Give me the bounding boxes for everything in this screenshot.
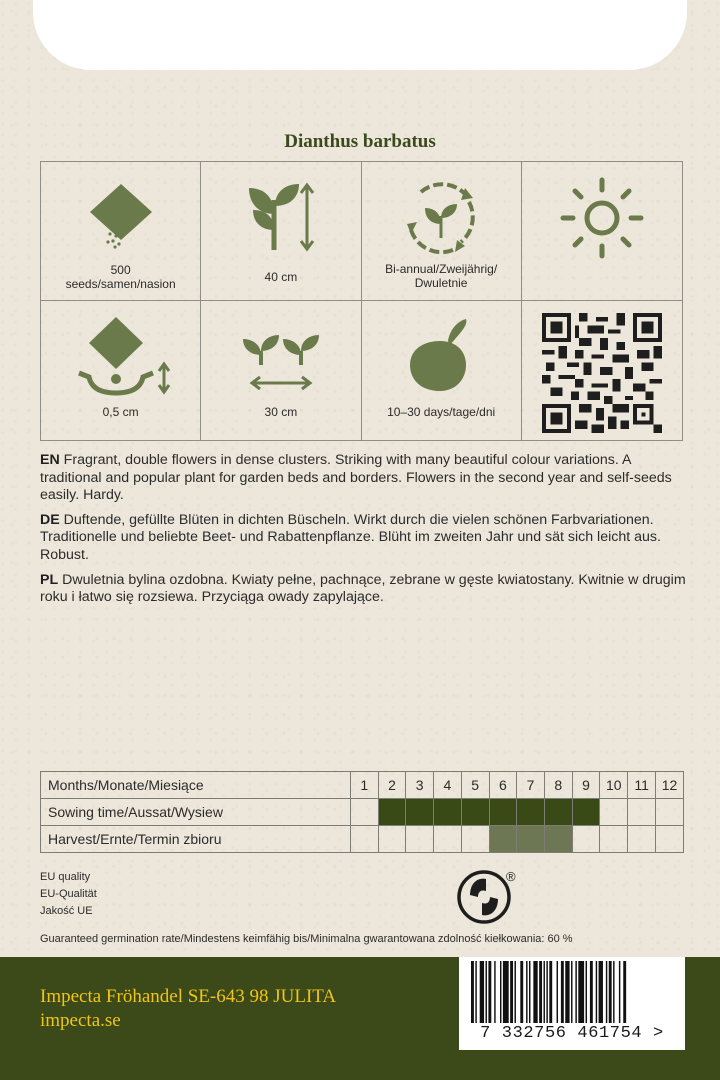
- plant-height-cell: [201, 162, 361, 301]
- seed-count-caption: 500 seeds/samen/nasion: [65, 263, 176, 291]
- month-11: 11: [628, 772, 656, 799]
- company-website[interactable]: impecta.se: [40, 1010, 121, 1031]
- month-5: 5: [461, 772, 489, 799]
- months-header-label: Months/Monate/Miesiące: [41, 772, 351, 799]
- description-pl: PL Dwuletnia bylina ozdobna. Kwiaty pełne, pachnące, zebrane w gęste kwiatostany. Kwitnie w drugim roku i łatwo się rozsiewa. Przyciąga owady zapylające.: [40, 571, 686, 606]
- harvest-month-6: [489, 826, 517, 853]
- harvest-month-7: [517, 826, 545, 853]
- sowing-month-4: [434, 799, 462, 826]
- harvest-month-11: [628, 826, 656, 853]
- harvest-month-2: [378, 826, 406, 853]
- calendar-sowing-row: [41, 799, 684, 826]
- description-texts: [40, 452, 690, 614]
- harvest-month-9: [572, 826, 600, 853]
- sowing-month-10: [600, 799, 628, 826]
- germination-rate-text: Guaranteed germination rate/Mindestens keimfähig bis/Minimalna gwarantowana zdolność kiełkowania: 60 %: [40, 933, 573, 945]
- full-sun-icon: [557, 176, 647, 260]
- calendar-months-row: [41, 772, 684, 799]
- month-2: 2: [378, 772, 406, 799]
- sowing-month-7: [517, 799, 545, 826]
- plant-height-caption: 40 cm: [264, 270, 298, 284]
- sowing-calendar-table: [40, 771, 684, 853]
- sowing-depth-icon: [71, 313, 171, 397]
- sowing-month-3: [406, 799, 434, 826]
- sowing-month-9: [572, 799, 600, 826]
- hang-tab-cutout: [33, 0, 687, 70]
- harvest-month-10: [600, 826, 628, 853]
- lifecycle-caption: Bi-annual/Zweijährig/ Dwuletnie: [385, 262, 498, 290]
- harvest-month-1: [350, 826, 378, 853]
- sowing-month-2: [378, 799, 406, 826]
- germination-time-caption: 10–30 days/tage/dni: [387, 405, 496, 419]
- seed-count-cell: [41, 162, 201, 301]
- green-dot-recycling-icon: [456, 867, 522, 925]
- harvest-month-3: [406, 826, 434, 853]
- description-de: DE Duftende, gefüllte Blüten in dichten Büscheln. Wirkt durch die vielen schönen Farbvariationen. Traditionelle und beliebte Beet- und Rabattenpflanze. Blüht im zweiten Jahr und sät sich leicht aus. Robust.: [40, 511, 661, 563]
- harvest-month-4: [434, 826, 462, 853]
- plant-spacing-caption: 30 cm: [264, 405, 298, 419]
- sowing-month-1: [350, 799, 378, 826]
- harvest-label: Harvest/Ernte/Termin zbioru: [41, 826, 351, 853]
- plant-height-icon: [241, 180, 321, 252]
- sowing-month-11: [628, 799, 656, 826]
- month-7: 7: [517, 772, 545, 799]
- month-10: 10: [600, 772, 628, 799]
- calendar-harvest-row: [41, 826, 684, 853]
- registered-mark: ®: [506, 869, 516, 884]
- sowing-month-5: [461, 799, 489, 826]
- month-12: 12: [656, 772, 684, 799]
- description-en: EN Fragrant, double flowers in dense clusters. Striking with many beautiful colour variations. A traditional and popular plant for garden beds and borders. Flowers in the second year and self-seeds easily. Hardy.: [40, 452, 672, 504]
- plant-spacing-cell: [201, 301, 361, 440]
- company-address: Impecta Fröhandel SE-643 98 JULITA impecta.se: [40, 986, 337, 1031]
- qr-code-icon[interactable]: [542, 313, 662, 433]
- sowing-month-12: [656, 799, 684, 826]
- month-9: 9: [572, 772, 600, 799]
- ean-barcode: [459, 957, 685, 1050]
- month-1: 1: [350, 772, 378, 799]
- month-8: 8: [544, 772, 572, 799]
- month-6: 6: [489, 772, 517, 799]
- lifecycle-cell: [362, 162, 522, 301]
- plant-spacing-icon: [239, 329, 323, 393]
- sowing-depth-cell: [41, 301, 201, 440]
- barcode-number: 7 332756 461754 >: [480, 1024, 664, 1043]
- sowing-month-6: [489, 799, 517, 826]
- lifecycle-cycle-icon: [403, 180, 479, 256]
- sowing-depth-caption: 0,5 cm: [102, 405, 139, 419]
- qr-code-cell: [522, 301, 682, 440]
- plant-name-title: Dianthus barbatus: [284, 131, 436, 152]
- seed-packet-icon: [86, 182, 156, 250]
- harvest-month-12: [656, 826, 684, 853]
- info-icon-grid: [40, 161, 683, 441]
- germinating-seed-icon: [406, 317, 476, 393]
- month-3: 3: [406, 772, 434, 799]
- barcode-bars: [467, 961, 677, 1023]
- eu-quality-label: EU quality EU-Qualität Jakość UE: [40, 871, 97, 917]
- harvest-month-5: [461, 826, 489, 853]
- germination-time-cell: [362, 301, 522, 440]
- sowing-month-8: [544, 799, 572, 826]
- sowing-label: Sowing time/Aussat/Wysiew: [41, 799, 351, 826]
- sun-exposure-cell: [522, 162, 682, 301]
- month-4: 4: [434, 772, 462, 799]
- harvest-month-8: [544, 826, 572, 853]
